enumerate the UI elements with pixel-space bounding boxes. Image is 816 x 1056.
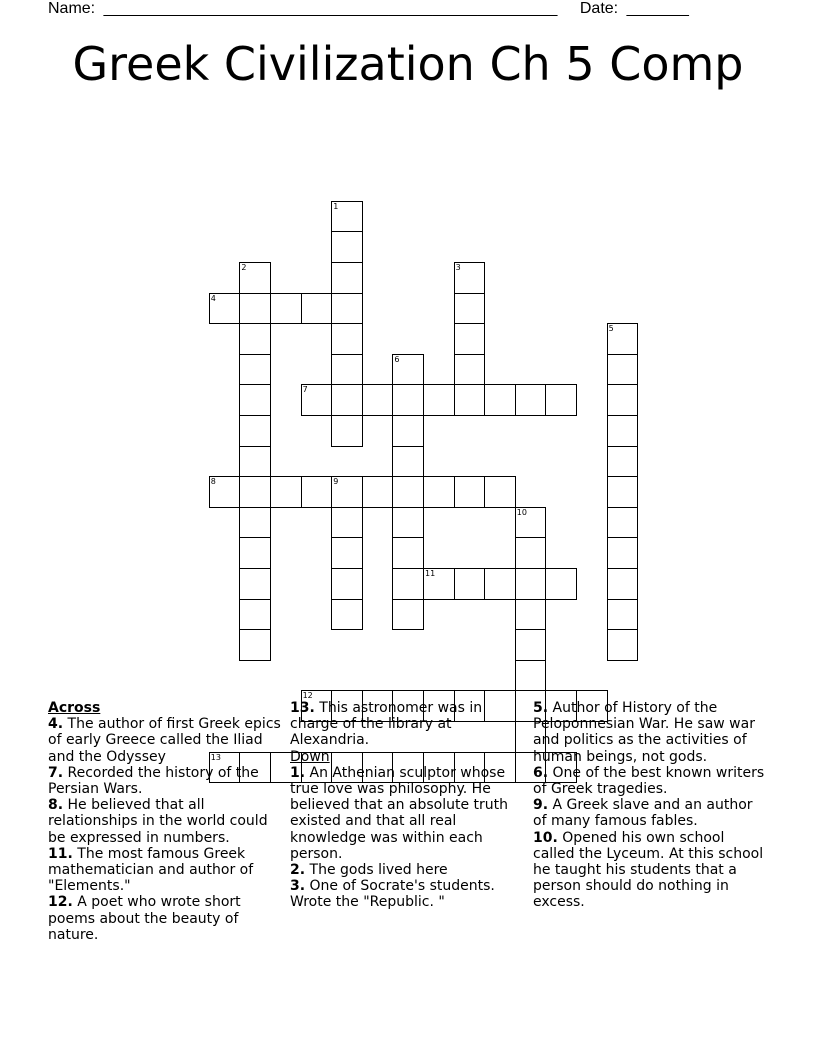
grid-cell[interactable]	[331, 354, 363, 386]
grid-cell[interactable]	[607, 323, 639, 355]
grid-cell[interactable]	[423, 384, 455, 416]
clue-down-10: 10. Opened his own school called the Lyceum. At this school he taught his students that a person should do nothing in excess.	[533, 829, 764, 911]
date-field[interactable]: _______	[626, 0, 689, 17]
grid-cell[interactable]	[239, 599, 271, 631]
grid-cell[interactable]	[362, 384, 394, 416]
grid-cell[interactable]	[331, 415, 363, 447]
grid-cell[interactable]	[239, 446, 271, 478]
grid-cell[interactable]	[239, 323, 271, 355]
down-heading: Down	[290, 748, 330, 765]
clue-down-1: 1. An Athenian sculptor whose true love was philosophy. He believed that an absolute truth existed and that all real knowledge was within each person.	[290, 764, 509, 862]
grid-cell[interactable]	[239, 262, 271, 294]
grid-cell[interactable]	[392, 537, 424, 569]
grid-cell[interactable]	[239, 629, 271, 661]
grid-cell[interactable]	[392, 354, 424, 386]
name-field[interactable]: ___________________________________________________	[103, 0, 558, 17]
clues-column-3	[533, 700, 769, 911]
grid-cell[interactable]	[515, 384, 547, 416]
clue-number: 7	[302, 385, 308, 395]
clue-across-12: 12. A poet who wrote short poems about the beauty of nature.	[48, 894, 241, 943]
clue-number: 8	[210, 477, 216, 487]
grid-cell[interactable]	[392, 476, 424, 508]
clues-column-2	[290, 700, 528, 911]
grid-cell[interactable]	[331, 201, 363, 233]
name-label: Name:	[48, 0, 96, 17]
grid-cell[interactable]	[454, 293, 486, 325]
clue-down-3: 3. One of Socrate's students. Wrote the "Republic. "	[290, 878, 495, 911]
grid-cell[interactable]	[607, 507, 639, 539]
grid-cell[interactable]	[607, 476, 639, 508]
clue-number: 3	[455, 263, 461, 272]
clue-across-7: 7. Recorded the history of the Persian Wars.	[48, 764, 259, 798]
grid-cell[interactable]	[239, 507, 271, 539]
grid-cell[interactable]	[484, 568, 516, 600]
grid-cell[interactable]	[515, 537, 547, 569]
grid-cell[interactable]	[301, 293, 333, 325]
grid-cell[interactable]	[331, 599, 363, 631]
grid-cell[interactable]	[239, 293, 271, 325]
clue-number: 11	[425, 569, 436, 578]
clue-number: 4	[210, 293, 216, 303]
grid-cell[interactable]	[607, 415, 639, 447]
grid-cell[interactable]	[209, 476, 241, 508]
grid-cell[interactable]	[607, 354, 639, 386]
grid-cell[interactable]	[331, 262, 363, 294]
across-heading: Across	[48, 700, 101, 716]
clue-across-8: 8. He believed that all relationships in the world could be expressed in numbers.	[48, 797, 268, 846]
grid-cell[interactable]	[545, 384, 577, 416]
grid-cell[interactable]	[607, 568, 639, 600]
grid-cell[interactable]	[454, 476, 486, 508]
grid-cell[interactable]	[515, 507, 547, 539]
grid-cell[interactable]	[515, 599, 547, 631]
grid-cell[interactable]	[392, 384, 424, 416]
grid-cell[interactable]	[239, 537, 271, 569]
grid-cell[interactable]	[515, 660, 547, 692]
clue-number: 5	[608, 324, 614, 334]
grid-cell[interactable]	[331, 568, 363, 600]
grid-cell[interactable]	[392, 446, 424, 478]
grid-cell[interactable]	[607, 599, 639, 631]
grid-cell[interactable]	[515, 568, 547, 600]
grid-cell[interactable]	[331, 323, 363, 355]
grid-cell[interactable]	[239, 354, 271, 386]
grid-cell[interactable]	[423, 476, 455, 508]
grid-cell[interactable]	[423, 568, 455, 600]
grid-cell[interactable]	[239, 568, 271, 600]
grid-cell[interactable]	[392, 415, 424, 447]
grid-cell[interactable]	[454, 568, 486, 600]
grid-cell[interactable]	[209, 293, 241, 325]
grid-cell[interactable]	[515, 629, 547, 661]
clue-down-9: 9. A Greek slave and an author of many famous fables.	[533, 797, 753, 830]
clues-column-1	[48, 700, 286, 943]
grid-cell[interactable]	[331, 231, 363, 263]
clue-number: 2	[241, 263, 247, 272]
grid-cell[interactable]	[392, 568, 424, 600]
grid-cell[interactable]	[270, 476, 302, 508]
grid-cell[interactable]	[331, 476, 363, 508]
clue-number: 10	[516, 507, 527, 517]
clue-down-6: 6. One of the best known writers of Greek tragedies.	[533, 764, 765, 798]
grid-cell[interactable]	[454, 354, 486, 386]
grid-cell[interactable]	[607, 629, 639, 661]
grid-cell[interactable]	[239, 476, 271, 508]
grid-cell[interactable]	[484, 384, 516, 416]
clue-down-5: 5. Author of History of the Peloponnesian War. He saw war and politics as the activities of human beings, not gods.	[533, 700, 755, 765]
grid-cell[interactable]	[607, 537, 639, 569]
clue-across-13: 13. This astronomer was in charge of the library at Alexandria.	[290, 700, 483, 749]
clue-number: 13	[210, 752, 221, 762]
grid-cell[interactable]	[301, 476, 333, 508]
grid-cell[interactable]	[331, 507, 363, 539]
page-title: Greek Civilization Ch 5 Comp	[72, 37, 744, 91]
grid-cell[interactable]	[454, 384, 486, 416]
grid-cell[interactable]	[270, 293, 302, 325]
clue-number: 1	[333, 201, 339, 211]
grid-cell[interactable]	[239, 384, 271, 416]
grid-cell[interactable]	[392, 599, 424, 631]
grid-cell[interactable]	[454, 323, 486, 355]
grid-cell[interactable]	[362, 476, 394, 508]
grid-cell[interactable]	[392, 507, 424, 539]
grid-cell[interactable]	[331, 384, 363, 416]
clue-number: 12	[302, 691, 313, 701]
grid-cell[interactable]	[607, 384, 639, 416]
clue-number: 9	[333, 477, 339, 487]
grid-cell[interactable]	[331, 293, 363, 325]
clue-across-4: 4. The author of first Greek epics of early Greece called the Iliad and the Odyssey	[48, 716, 281, 765]
grid-cell[interactable]	[454, 262, 486, 294]
grid-cell[interactable]	[484, 476, 516, 508]
clue-number: 6	[394, 354, 400, 364]
grid-cell[interactable]	[607, 446, 639, 478]
grid-cell[interactable]	[331, 537, 363, 569]
date-label: Date:	[579, 0, 619, 17]
clue-across-11: 11. The most famous Greek mathematician and author of "Elements."	[48, 845, 254, 895]
grid-cell[interactable]	[545, 568, 577, 600]
clue-down-2: 2. The gods lived here	[290, 862, 448, 879]
grid-cell[interactable]	[301, 384, 333, 416]
grid-cell[interactable]	[239, 415, 271, 447]
